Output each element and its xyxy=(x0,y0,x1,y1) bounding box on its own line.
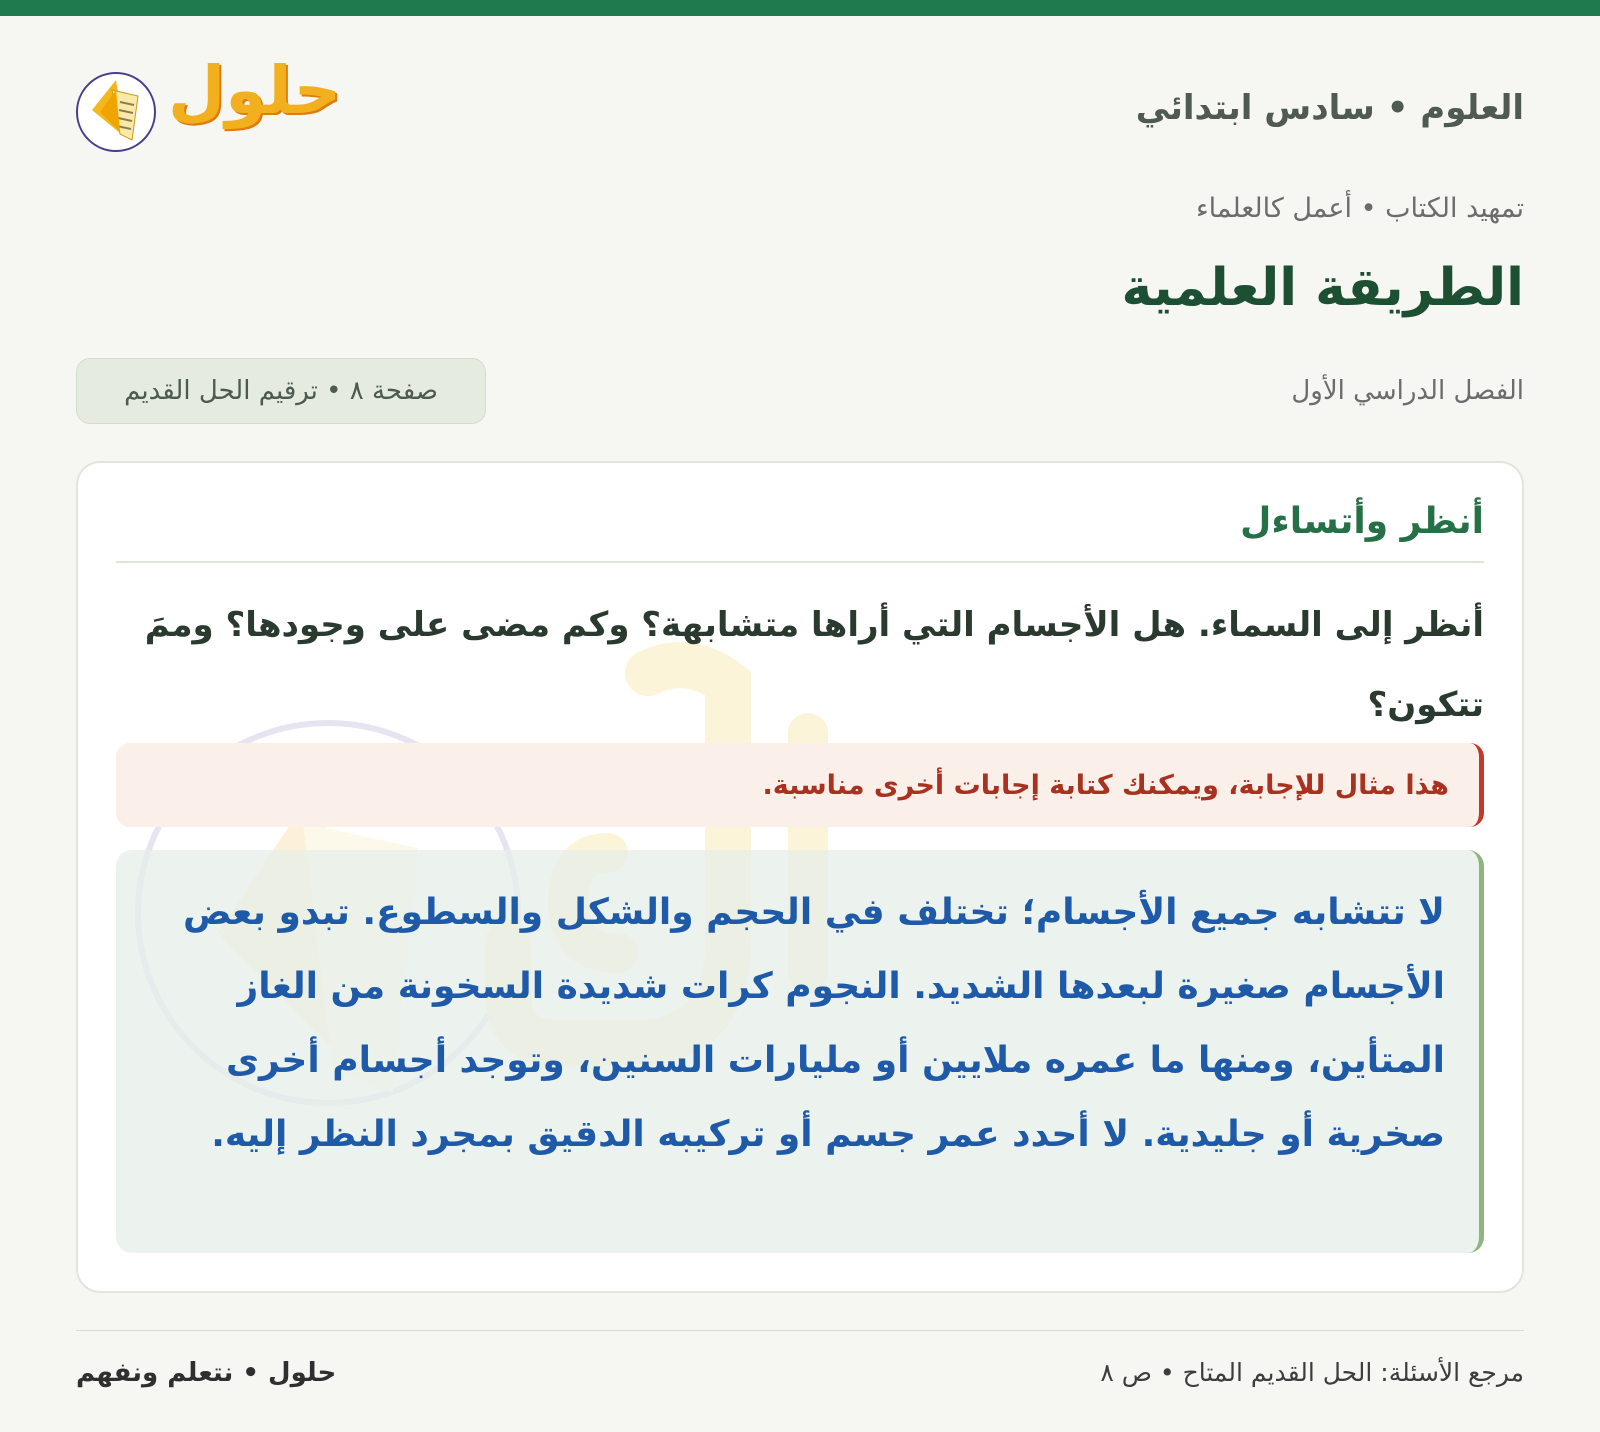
top-accent-bar xyxy=(0,0,1600,16)
logo-wordmark: حلول xyxy=(168,52,342,129)
footer-reference: مرجع الأسئلة: الحل القديم المتاح • ص ٨ xyxy=(1100,1358,1524,1387)
answer-note-text: هذا مثال للإجابة، ويمكنك كتابة إجابات أخرى مناسبة. xyxy=(762,769,1449,801)
footer-divider xyxy=(76,1330,1524,1331)
site-logo[interactable] xyxy=(76,50,346,160)
page-title: الطريقة العلمية xyxy=(1121,258,1524,318)
header xyxy=(76,50,1524,160)
semester-label: الفصل الدراسي الأول xyxy=(1291,376,1524,406)
breadcrumb: تمهيد الكتاب • أعمل كالعلماء xyxy=(1195,193,1524,224)
answer-note xyxy=(116,743,1484,827)
footer-brand[interactable]: حلول • نتعلم ونفهم xyxy=(76,1358,337,1388)
answer-text: لا تتشابه جميع الأجسام؛ تختلف في الحجم والشكل والسطوع. تبدو بعض الأجسام صغيرة لبعدها الشديد. النجوم كرات شديدة السخونة من الغاز المتأين، ومنها ما عمره ملايين أو مليارات السنين، وتوجد أجسام أخرى صخرية أو جليدية. لا أحدد عمر جسم أو تركيبه الدقيق بمجرد النظر إليه. xyxy=(116,850,1484,1253)
section-divider xyxy=(116,561,1484,563)
question-text: أنظر إلى السماء. هل الأجسام التي أراها متشابهة؟ وكم مضى على وجودها؟ وممَ تتكون؟ xyxy=(144,605,1484,725)
subject-title: العلوم • سادس ابتدائي xyxy=(1135,88,1524,128)
section-heading: أنظر وأتساءل xyxy=(1240,501,1484,542)
page-badge: صفحة ٨ • ترقيم الحل القديم xyxy=(76,358,486,424)
question-card xyxy=(76,461,1524,1293)
